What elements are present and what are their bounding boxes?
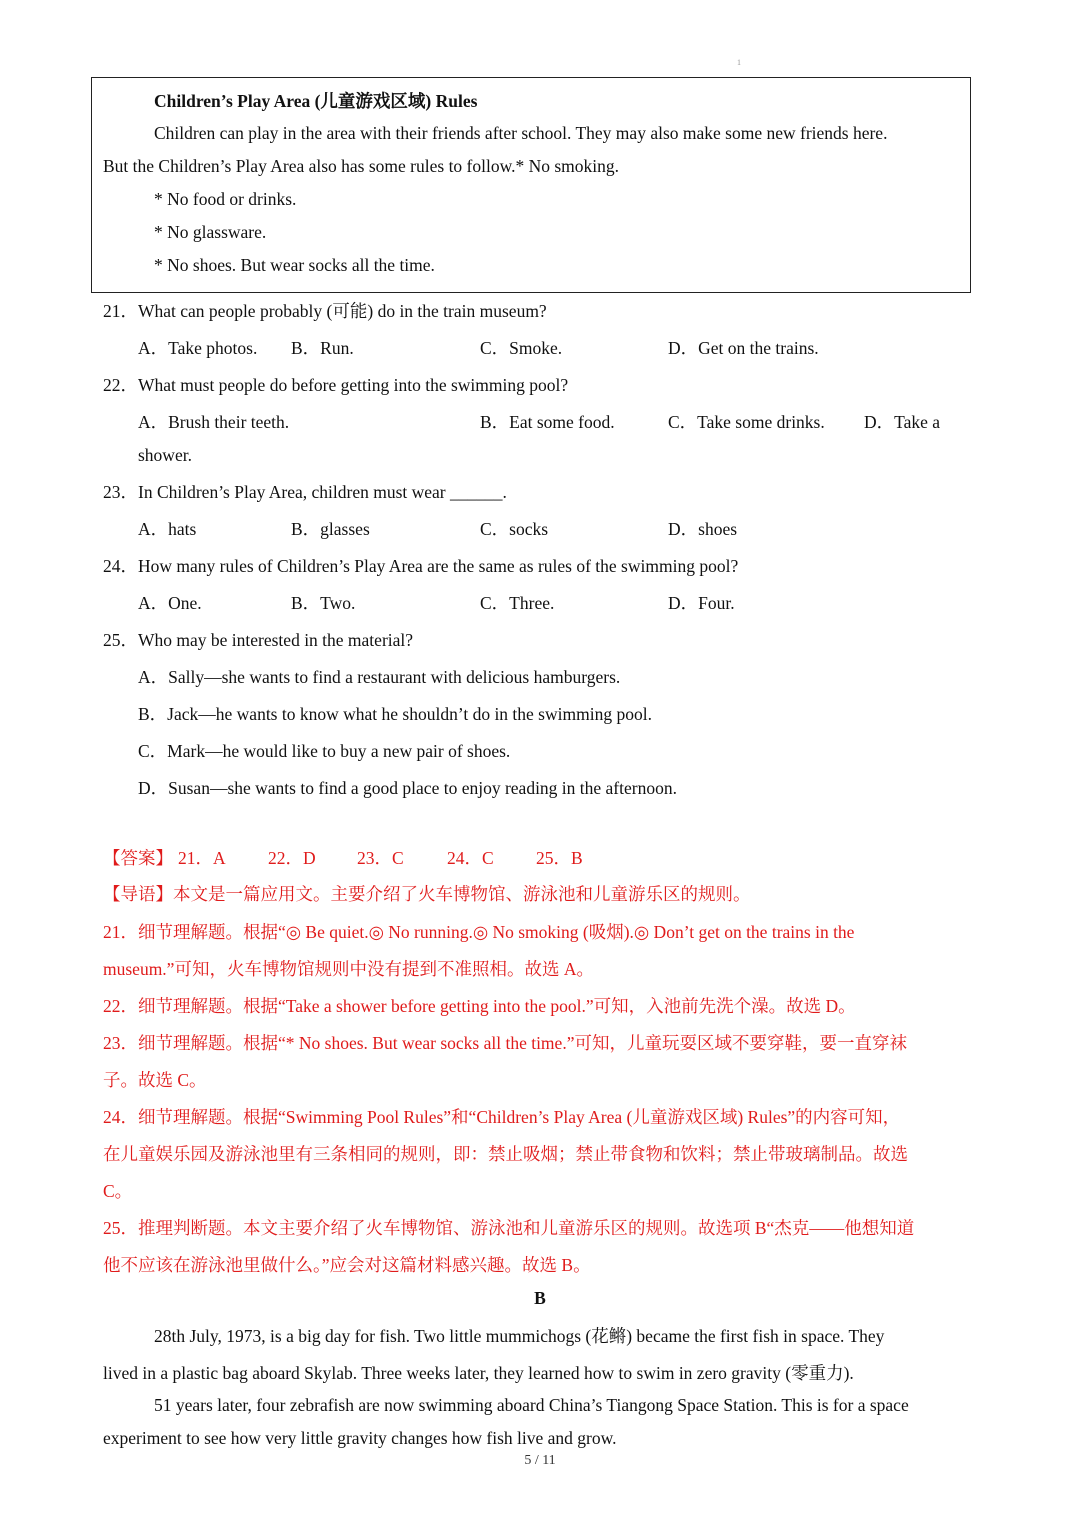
- question-24-option-b: B．Two.: [291, 593, 356, 613]
- page-mark: 1: [737, 58, 741, 67]
- rules-para-line-2: But the Children’s Play Area also has some rules to follow.* No smoking.: [103, 156, 620, 176]
- question-22-option-d-continuation: shower.: [138, 445, 192, 465]
- question-25-option-a: A．Sally—she wants to find a restaurant with delicious hamburgers.: [138, 667, 621, 687]
- question-23-option-b: B．glasses: [291, 519, 370, 539]
- question-25-option-c: C．Mark—he would like to buy a new pair of shoes.: [138, 741, 511, 761]
- explanation-line: 21．细节理解题。根据“◎ Be quiet.◎ No running.◎ No smoking (吸烟).◎ Don’t get on the trains in the: [103, 922, 855, 942]
- rule-item: * No food or drinks.: [154, 189, 297, 209]
- section-b-line: lived in a plastic bag aboard Skylab. Three weeks later, they learned how to swim in zero gravity (零重力).: [103, 1363, 854, 1383]
- question-25-option-d: D．Susan—she wants to find a good place to enjoy reading in the afternoon.: [138, 778, 677, 798]
- question-24-option-c: C．Three.: [480, 593, 555, 613]
- question-21-option-c: C．Smoke.: [480, 338, 563, 358]
- question-24-option-a: A．One.: [138, 593, 202, 613]
- answer-label: 【答案】: [103, 848, 173, 868]
- page-footer: 5 / 11: [524, 1453, 556, 1468]
- question-23-stem: 23．In Children’s Play Area, children must wear ______.: [103, 482, 507, 502]
- explanation-line: museum.”可知，火车博物馆规则中没有提到不准照相。故选 A。: [103, 959, 594, 979]
- answer-item: 25．B: [536, 848, 583, 868]
- explanation-line: 他不应该在游泳池里做什么。”应会对这篇材料感兴趣。故选 B。: [103, 1255, 591, 1275]
- rules-para-line-1: Children can play in the area with their friends after school. They may also make some new friends here.: [154, 123, 888, 143]
- explanation-line: 22．细节理解题。根据“Take a shower before getting into the pool.”可知，入池前先洗个澡。故选 D。: [103, 996, 856, 1016]
- rule-item: * No shoes. But wear socks all the time.: [154, 255, 435, 275]
- explanation-intro: 【导语】本文是一篇应用文。主要介绍了火车博物馆、游泳池和儿童游乐区的规则。: [103, 884, 751, 904]
- question-21-stem: 21．What can people probably (可能) do in the train museum?: [103, 301, 547, 321]
- question-25-option-b: B．Jack—he wants to know what he shouldn’t do in the swimming pool.: [138, 704, 652, 724]
- explanation-line: 子。故选 C。: [103, 1070, 207, 1090]
- section-b-line: experiment to see how very little gravity changes how fish live and grow.: [103, 1428, 617, 1448]
- explanation-line: 25．推理判断题。本文主要介绍了火车博物馆、游泳池和儿童游乐区的规则。故选项 B“杰克——他想知道: [103, 1218, 915, 1238]
- section-b-line: 28th July, 1973, is a big day for fish. Two little mummichogs (花鳉) became the first fish in space. They: [154, 1326, 885, 1346]
- question-22-option-b: B．Eat some food.: [480, 412, 615, 432]
- question-21-option-b: B．Run.: [291, 338, 354, 358]
- answer-item: 24．C: [447, 848, 494, 868]
- question-22-option-c: C．Take some drinks.: [668, 412, 825, 432]
- section-b-heading: B: [534, 1288, 546, 1308]
- rules-title: Children’s Play Area (儿童游戏区域) Rules: [154, 91, 478, 111]
- question-24-option-d: D．Four.: [668, 593, 735, 613]
- explanation-line: C。: [103, 1181, 133, 1201]
- rule-item: * No glassware.: [154, 222, 267, 242]
- question-22-option-a: A．Brush their teeth.: [138, 412, 290, 432]
- question-23-option-d: D．shoes: [668, 519, 738, 539]
- question-23-option-a: A．hats: [138, 519, 197, 539]
- answer-item: 23．C: [357, 848, 404, 868]
- question-25-stem: 25．Who may be interested in the material?: [103, 630, 414, 650]
- question-21-option-d: D．Get on the trains.: [668, 338, 819, 358]
- explanation-line: 在儿童娱乐园及游泳池里有三条相同的规则，即：禁止吸烟；禁止带食物和饮料；禁止带玻璃制品。故选: [103, 1144, 908, 1164]
- section-b-line: 51 years later, four zebrafish are now swimming aboard China’s Tiangong Space Station. This is for a space: [154, 1395, 909, 1415]
- question-24-stem: 24．How many rules of Children’s Play Area are the same as rules of the swimming pool?: [103, 556, 739, 576]
- answer-item: 22．D: [268, 848, 316, 868]
- explanation-line: 24．细节理解题。根据“Swimming Pool Rules”和“Children’s Play Area (儿童游戏区域) Rules”的内容可知，: [103, 1107, 901, 1127]
- question-22-option-d: D．Take a: [864, 412, 941, 432]
- question-21-option-a: A．Take photos.: [138, 338, 258, 358]
- explanation-line: 23．细节理解题。根据“* No shoes. But wear socks all the time.”可知，儿童玩耍区域不要穿鞋，要一直穿袜: [103, 1033, 907, 1053]
- question-22-stem: 22．What must people do before getting into the swimming pool?: [103, 375, 569, 395]
- answer-item: 21．A: [178, 848, 226, 868]
- question-23-option-c: C．socks: [480, 519, 549, 539]
